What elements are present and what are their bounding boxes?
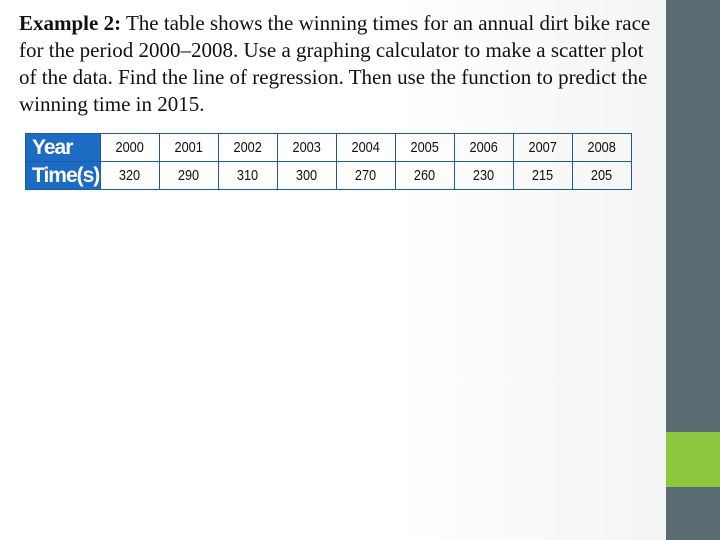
time-cell: 310 — [219, 162, 278, 190]
year-cell: 2002 — [219, 134, 278, 162]
year-cell: 2003 — [278, 134, 337, 162]
year-cell: 2008 — [573, 134, 632, 162]
time-row — [26, 162, 632, 190]
time-cell: 320 — [101, 162, 160, 190]
example-label: Example 2: — [19, 11, 122, 35]
time-cell: 230 — [455, 162, 514, 190]
time-cell: 215 — [514, 162, 573, 190]
example-text — [19, 10, 659, 118]
time-cell: 290 — [160, 162, 219, 190]
year-header: Year — [26, 134, 101, 162]
year-cell: 2005 — [396, 134, 455, 162]
year-cell: 2006 — [455, 134, 514, 162]
year-cell: 2004 — [337, 134, 396, 162]
time-cell: 260 — [396, 162, 455, 190]
time-cell: 205 — [573, 162, 632, 190]
accent-block — [666, 432, 720, 487]
time-header: Time(s) — [26, 162, 101, 190]
year-cell: 2000 — [101, 134, 160, 162]
data-table — [25, 133, 632, 190]
year-cell: 2007 — [514, 134, 573, 162]
time-cell: 270 — [337, 162, 396, 190]
time-cell: 300 — [278, 162, 337, 190]
year-cell: 2001 — [160, 134, 219, 162]
year-row — [26, 134, 632, 162]
example-body: The table shows the winning times for an annual dirt bike race for the period 2000–2008. Use a graphing calculator to make a scatter plot of the data. Find the line of regression. Then use the function to predict the winning time in 2015. — [19, 11, 651, 116]
